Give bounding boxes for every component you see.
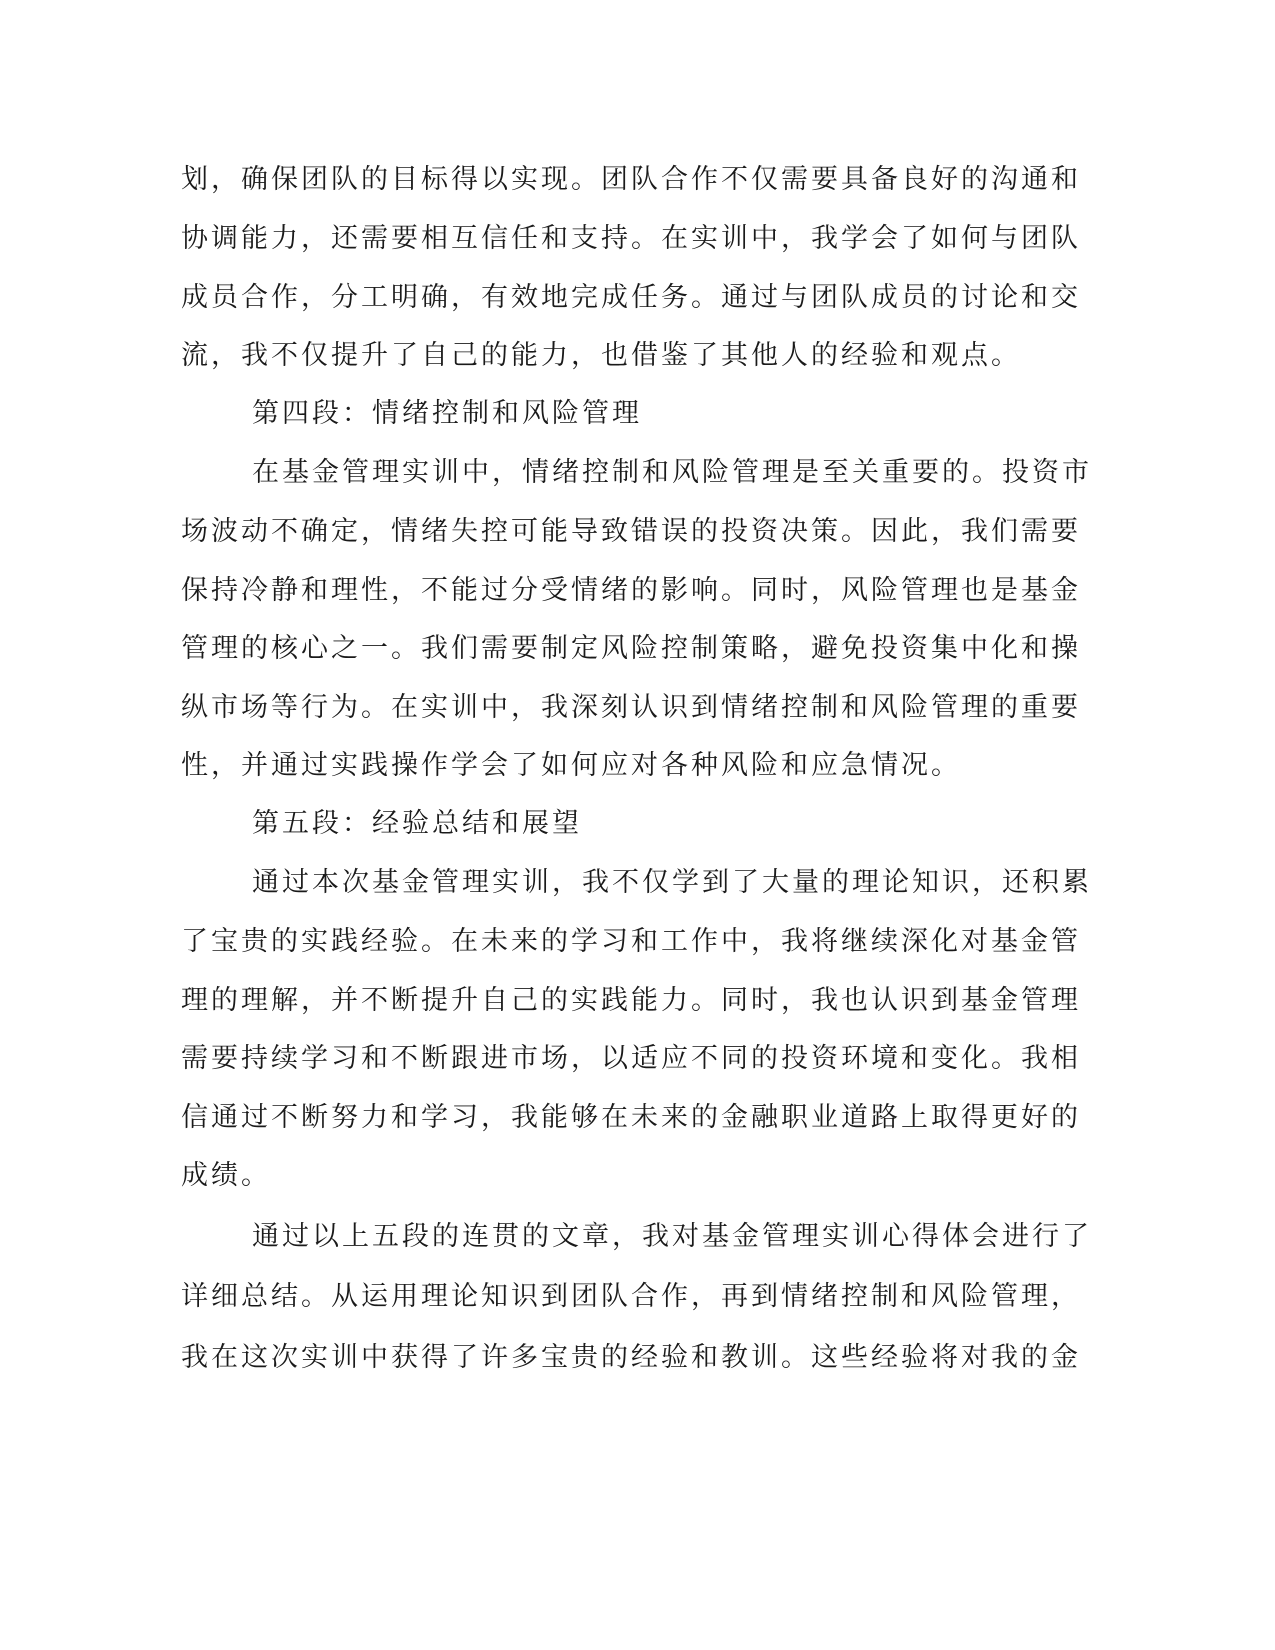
text-line: 通过以上五段的连贯的文章，我对基金管理实训心得体会进行了	[252, 1221, 1092, 1252]
text-line: 通过本次基金管理实训，我不仅学到了大量的理论知识，还积累	[252, 867, 1092, 898]
text-line: 理的理解，并不断提升自己的实践能力。同时，我也认识到基金管理	[181, 985, 1081, 1016]
text-line: 划，确保团队的目标得以实现。团队合作不仅需要具备良好的沟通和	[181, 164, 1081, 195]
text-line: 信通过不断努力和学习，我能够在未来的金融职业道路上取得更好的	[181, 1102, 1081, 1133]
text-line: 需要持续学习和不断跟进市场，以适应不同的投资环境和变化。我相	[181, 1043, 1081, 1074]
text-line: 了宝贵的实践经验。在未来的学习和工作中，我将继续深化对基金管	[181, 926, 1081, 957]
text-line: 在基金管理实训中，情绪控制和风险管理是至关重要的。投资市	[252, 457, 1092, 488]
section-heading: 第五段：经验总结和展望	[252, 808, 582, 839]
text-line: 纵市场等行为。在实训中，我深刻认识到情绪控制和风险管理的重要	[181, 692, 1081, 723]
text-line: 成绩。	[181, 1160, 271, 1191]
text-line: 详细总结。从运用理论知识到团队合作，再到情绪控制和风险管理，	[181, 1281, 1081, 1312]
text-line: 管理的核心之一。我们需要制定风险控制策略，避免投资集中化和操	[181, 633, 1081, 664]
text-line: 协调能力，还需要相互信任和支持。在实训中，我学会了如何与团队	[181, 223, 1081, 254]
text-line: 流，我不仅提升了自己的能力，也借鉴了其他人的经验和观点。	[181, 340, 1021, 371]
text-line: 保持冷静和理性，不能过分受情绪的影响。同时，风险管理也是基金	[181, 575, 1081, 606]
text-line: 成员合作，分工明确，有效地完成任务。通过与团队成员的讨论和交	[181, 282, 1081, 313]
text-line: 我在这次实训中获得了许多宝贵的经验和教训。这些经验将对我的金	[181, 1342, 1081, 1373]
section-heading: 第四段：情绪控制和风险管理	[252, 398, 642, 429]
text-line: 性，并通过实践操作学会了如何应对各种风险和应急情况。	[181, 750, 961, 781]
text-line: 场波动不确定，情绪失控可能导致错误的投资决策。因此，我们需要	[181, 516, 1081, 547]
